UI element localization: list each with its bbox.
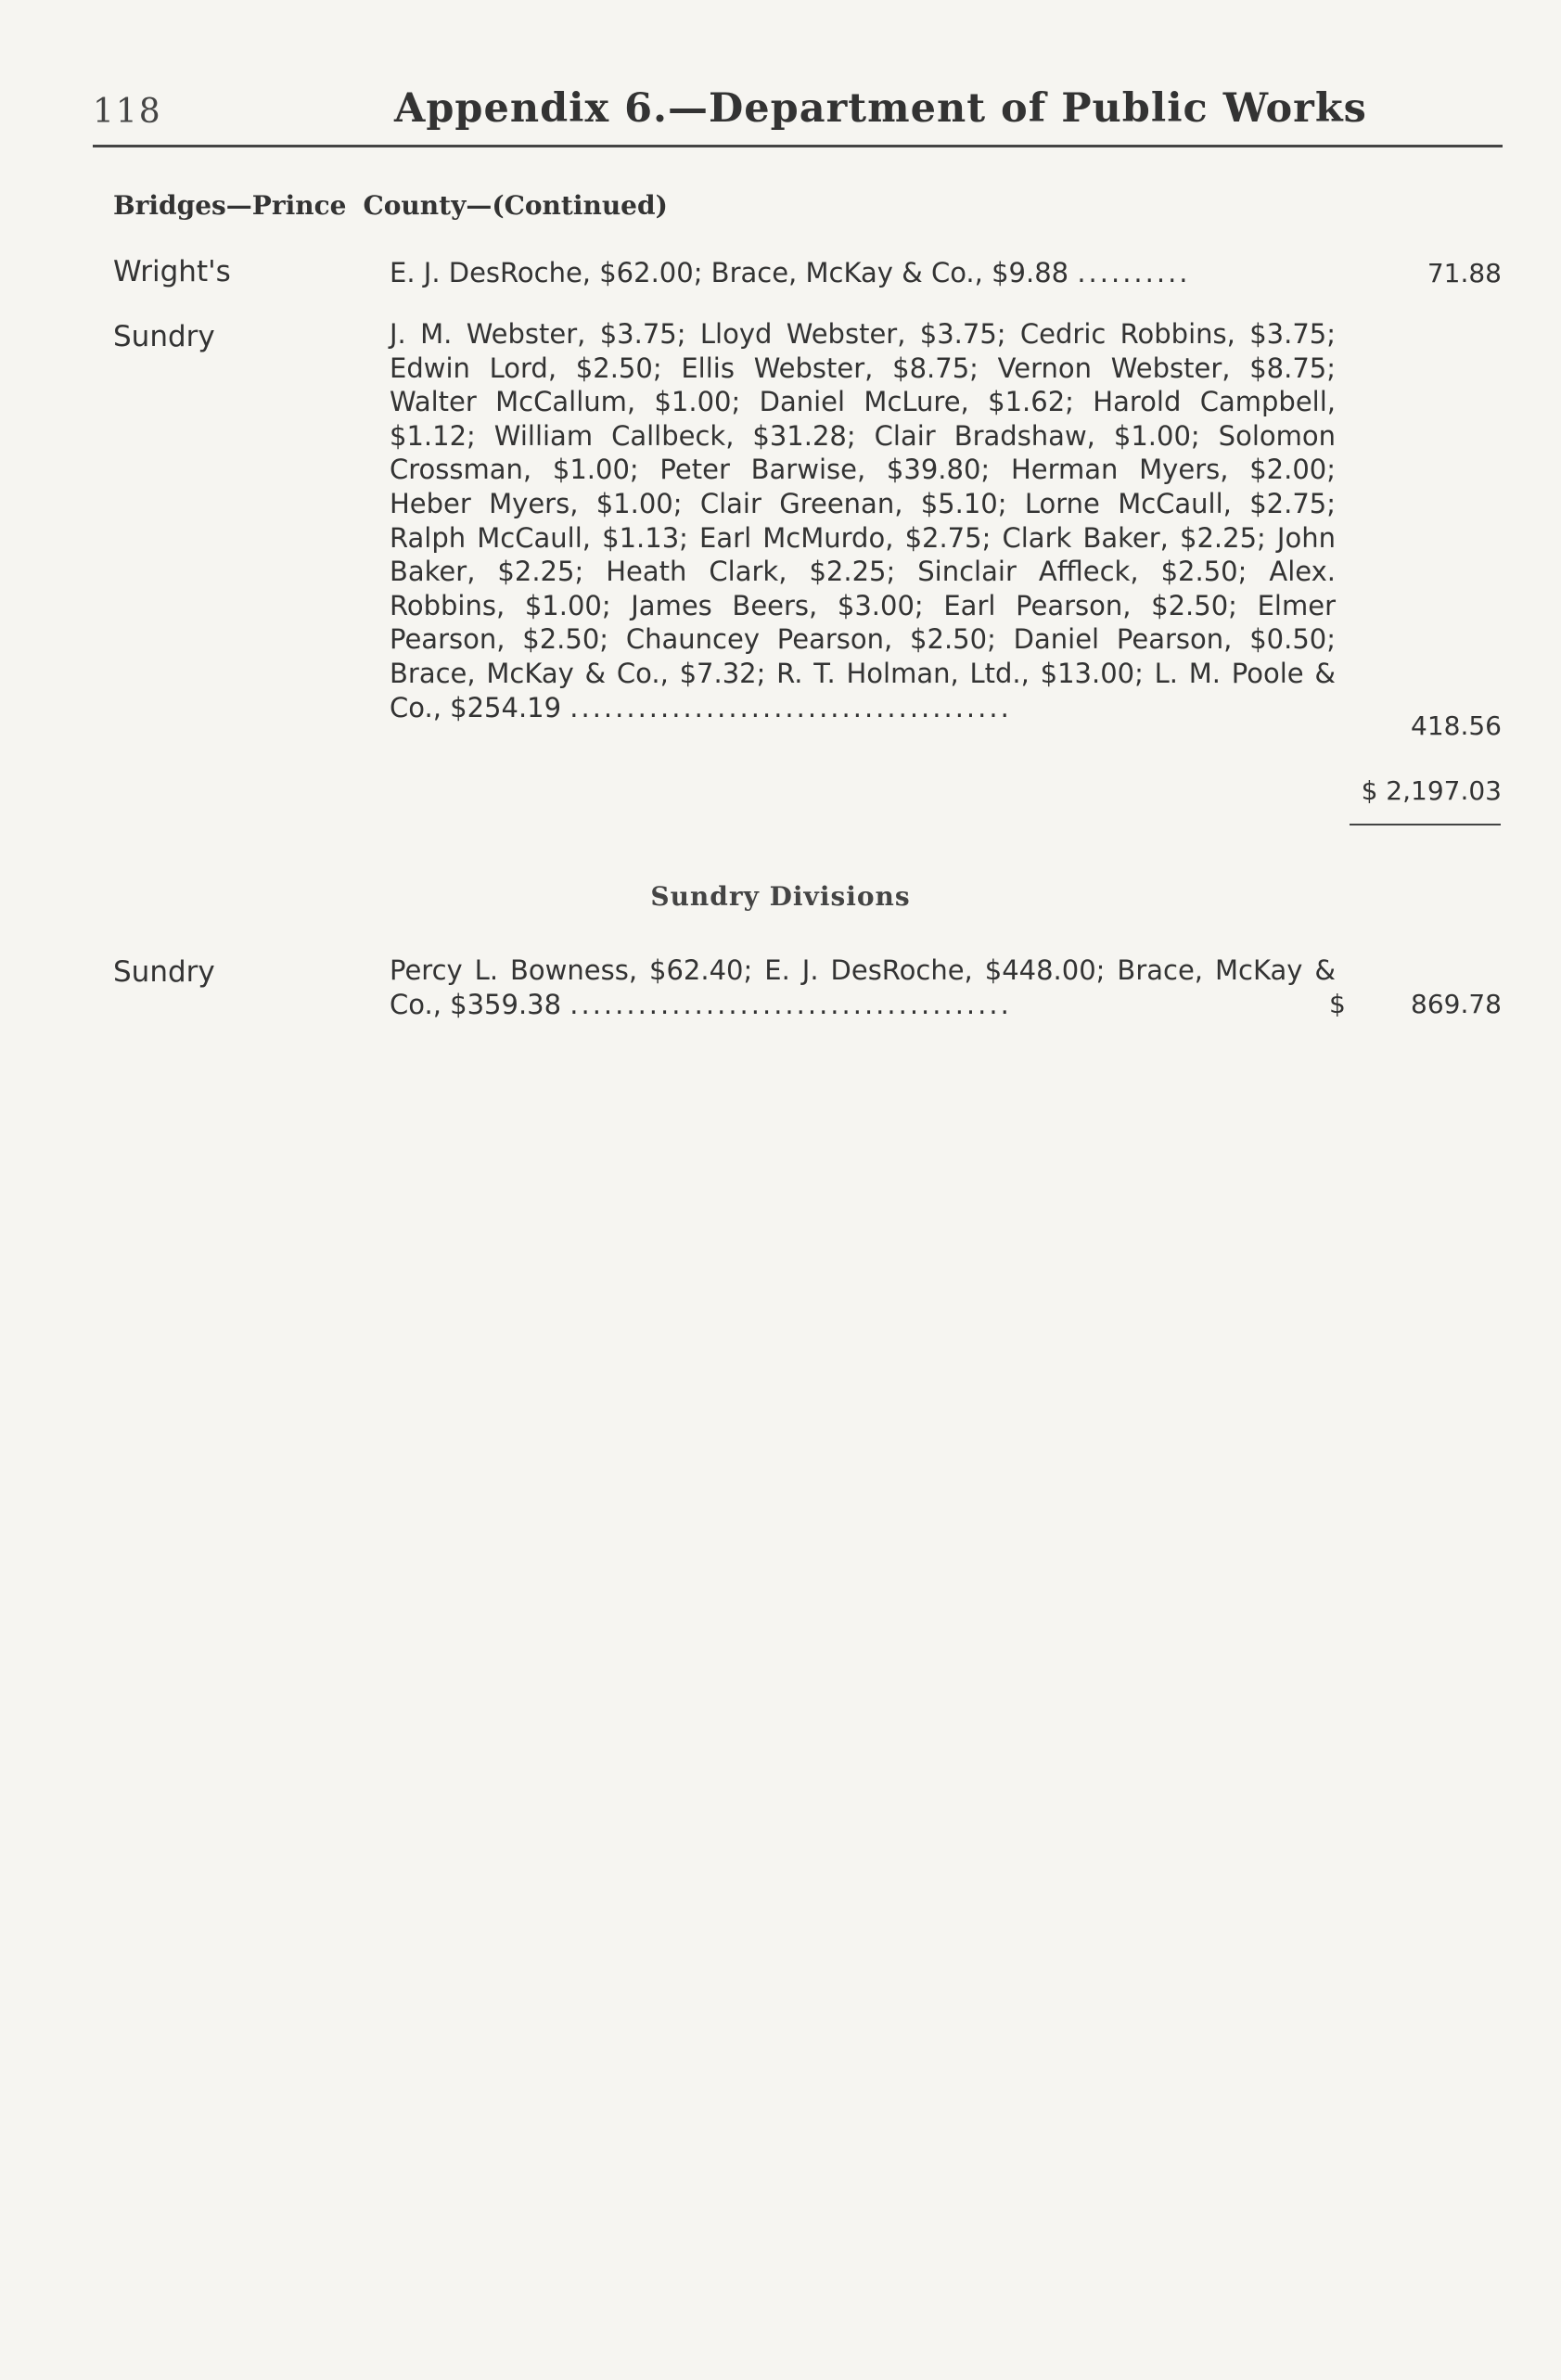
- section-heading: [113, 190, 668, 221]
- entry-text: E. J. DesRoche, $62.00; Brace, McKay & Co., $9.88 ..........: [390, 257, 1191, 288]
- leader-dots: .......................................: [569, 988, 1012, 1020]
- section-title: Bridges—Prince: [113, 190, 347, 221]
- entry-amount: 869.78: [1411, 989, 1502, 1019]
- section-continued: County—(Continued): [363, 190, 668, 221]
- page-number: 118: [93, 93, 162, 131]
- entry-amount: 418.56: [1411, 710, 1502, 741]
- entry-amount: 71.88: [1427, 258, 1502, 288]
- total-rule: [1350, 824, 1501, 825]
- leader-dots: .......................................: [569, 691, 1012, 723]
- entry-text: J. M. Webster, $3.75; Lloyd Webster, $3.75; Cedric Robbins, $3.75; Edwin Lord, $2.50; Ellis Webster, $8.75; Vernon Webster, $8.75; Walter McCallum, $1.00; Daniel McLure, $1.62; Harold Campbell, $1.12; William Callbeck, $31.28; Clair Bradshaw, $1.00; Solomon Crossman, $1.00; Peter Barwise, $39.80; Herman Myers, $2.00; Heber Myers, $1.00; Clair Greenan, $5.10; Lorne McCaull, $2.75; Ralph McCaull, $1.13; Earl McMurdo, $2.75; Clark Baker, $2.25; John Baker, $2.25; Heath Clark, $2.25; Sinclair Affleck, $2.50; Alex. Robbins, $1.00; James Beers, $3.00; Earl Pearson, $2.50; Elmer Pearson, $2.50; Chauncey Pearson, $2.50; Daniel Pearson, $0.50; Brace, McKay & Co., $7.32; R. T. Holman, Ltd., $13.00; L. M. Poole & Co., $254.19 .......................................: [390, 318, 1336, 723]
- running-head: Appendix 6.—Department of Public Works: [394, 85, 1367, 132]
- entry-label: Sundry: [113, 320, 215, 353]
- entry-text: Percy L. Bowness, $62.40; E. J. DesRoche, $448.00; Brace, McKay & Co., $359.38 .......................................: [390, 954, 1336, 1020]
- header-rule: [93, 145, 1503, 147]
- section-total: $ 2,197.03: [1361, 775, 1502, 806]
- entry-label: Wright's: [113, 255, 231, 288]
- entry-label: Sundry: [113, 955, 215, 989]
- subsection-title: Sundry Divisions: [650, 881, 911, 912]
- leader-dots: ..........: [1077, 257, 1191, 288]
- page-header: [93, 85, 1503, 141]
- dollar-sign: $: [1329, 989, 1346, 1019]
